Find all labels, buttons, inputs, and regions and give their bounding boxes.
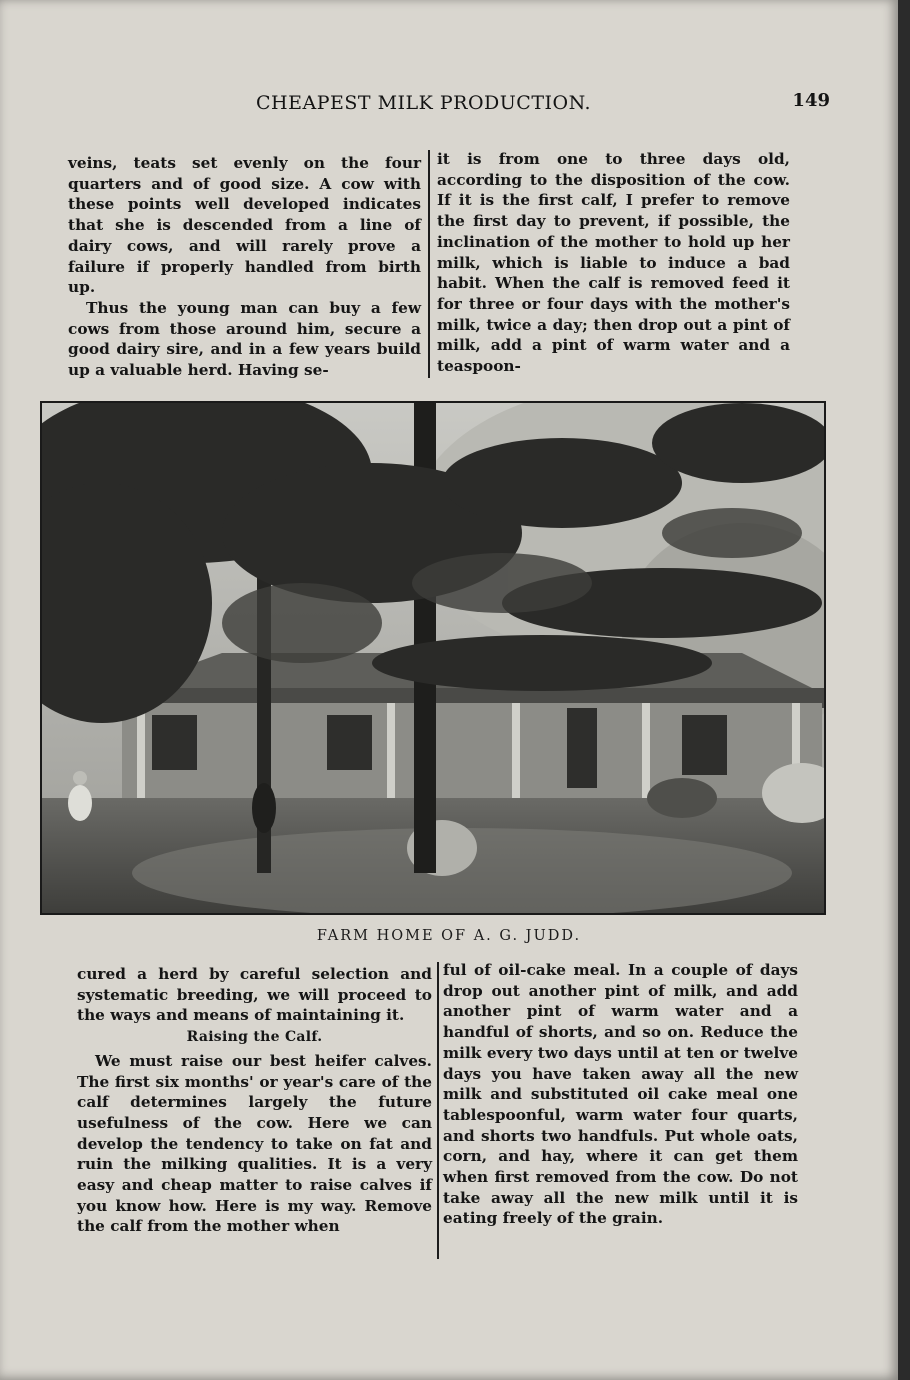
photo-caption: FARM HOME OF A. G. JUDD. <box>316 928 582 944</box>
bottom-left-column <box>77 964 432 1237</box>
paragraph: it is from one to three days old, according to the disposition of the cow. If it is the first calf, I prefer to remove the first day to prevent, if possible, the inclination of the mother to hold up her milk, which is liable to induce a bad habit. When the calf is removed feed it for three or four days with the mother's milk, twice a day; then drop out a pint of milk, add a pint of warm water and a teaspoon- <box>437 150 790 376</box>
top-right-column <box>437 149 790 377</box>
paragraph: We must raise our best heifer calves. The first six months' or year's care of the calf determines largely the future usefulness of the cow. Here we can develop the tendency to take on fat and ruin the milking qualities. It is a very easy and cheap matter to raise calves if you know how. Here is my way. Remove the calf from the mother when <box>77 1051 432 1236</box>
page-header <box>60 92 830 122</box>
farm-home-photo <box>40 401 826 915</box>
column-divider <box>437 962 439 1259</box>
top-left-column <box>68 153 421 381</box>
column-divider <box>428 150 430 378</box>
page-number: 149 <box>792 90 830 111</box>
bottom-right-column <box>443 960 798 1229</box>
section-subheading: Raising the Calf. <box>186 1029 323 1046</box>
paragraph: ful of oil-cake meal. In a couple of days drop out another pint of milk, and add another pint of warm water and a handful of shorts, and so on. Reduce the milk every two days until at ten or twelve days you have taken away all the new milk and substituted oil cake meal one tablespoonful, warm water four quarts, and shorts two handfuls. Put whole oats, corn, and hay, where it can get them when first removed from the cow. Do not take away all the new milk until it is eating freely of the grain. <box>443 961 798 1228</box>
farm-house-illustration <box>42 403 824 913</box>
paragraph: cured a herd by careful selection and systematic breeding, we will proceed to the ways and means of maintaining it. <box>77 965 432 1025</box>
paragraph: Thus the young man can buy a few cows from those around him, secure a good dairy sire, and in a few years build up a valuable herd. Having se- <box>68 298 421 380</box>
paragraph: veins, teats set evenly on the four quarters and of good size. A cow with these points well developed indicates that she is descended from a line of dairy cows, and will rarely prove a failure if properly handled from birth up. <box>68 154 421 297</box>
running-title: CHEAPEST MILK PRODUCTION. <box>256 92 592 114</box>
